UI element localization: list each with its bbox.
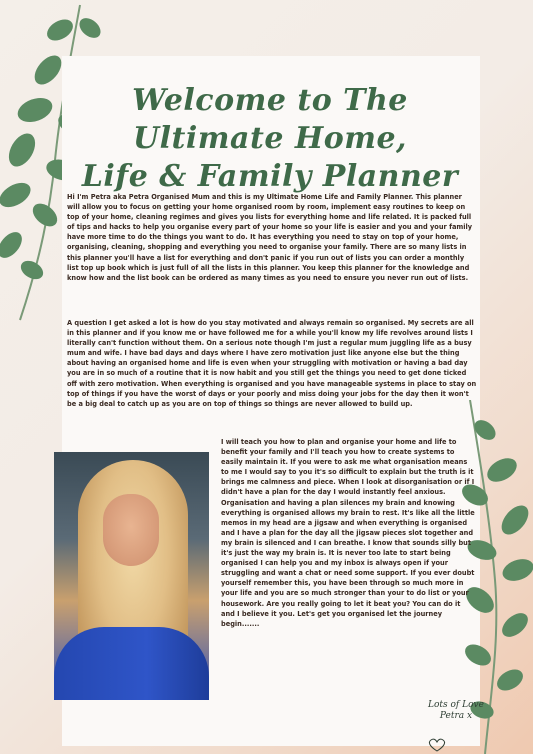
motivation-paragraph: A question I get asked a lot is how do you stay motivated and always remain so organised. My secrets are all in this planner and if you know me or have followed me for a while you'll know my life revolves around lists I literally can't function without them. On a serious note though I'm just a regular mum juggling life as a busy mum and wife. I have bad days and days where I have zero motivation just like anyone else but the thing about having an organised home and life is even when your struggling with motivation or having a bad day you are in so much of a routine that it is now habit and you still get the things you need to get done ticked off with zero motivation. When everything is organised and you have manageable systems in place to stay on top of things if you have the worst of days or your poorly and miss doing your jobs for the day then it won't be a big deal to catch up as you are on top of things so things are never allowed to build up.: [67, 319, 477, 408]
title-line-2: Life & Family Planner: [81, 159, 459, 194]
signoff: [428, 700, 484, 722]
signoff-line-1: Lots of Love: [428, 700, 484, 710]
author-photo: [54, 452, 209, 700]
heart-icon: [427, 738, 447, 752]
organisation-paragraph: I will teach you how to plan and organise your home and life to benefit your family and I'll teach you how to create systems to easily maintain it. If you were to ask me what organisation means to me I would say to you it's so difficult to explain but the truth is it brings me calmness and piece. When I look at disorganisation or if I didn't have a plan for the day I would instantly feel anxious. Organisation and having a plan silences my brain and knowing everything is organised allows my brain to rest. It's like all the little memos in my head are a jigsaw and when everything is organised and I have a plan for the day all the jigsaw pieces slot together and my brain is silenced and I can breathe. I know that sounds silly but it's just the way my brain is. It is never too late to start being organised I can help you and my inbox is always open if your struggling and want a chat or need some support. If you ever doubt yourself remember this, you have been through so much more in your life and you are so much stronger than your to do list or your housework. Are you really going to let it beat you? You can do it and I believe it you. Let's get you organised let the journey begin.......: [221, 438, 475, 628]
photo-jacket: [54, 627, 209, 700]
signoff-line-2: Petra x: [439, 711, 473, 721]
page-title: [70, 82, 470, 196]
title-line-1: Welcome to The Ultimate Home,: [132, 83, 408, 156]
intro-paragraph: Hi I'm Petra aka Petra Organised Mum and this is my Ultimate Home Life and Family Planner. This planner will allow you to focus on getting your home organised room by room, implement easy routines to keep on top of your home, cleaning regimes and gives you lists for everything home and life related. It is packed full of tips and hacks to help you organise every part of your home so your life is easier and you and your family have more time to do the things you want to do. It has everything you need to stay on top of your home, organising, cleaning, shopping and everything you need to organise your family. There are so many lists in this planner you'll have a list for everything and don't panic if you run out of lists you can order a monthly list top up book which is just full of all the lists in this planner. You keep this planner for the knowledge and know how and the list book can be ordered as many times as you need to ensure you never run out of lists.: [67, 193, 473, 282]
photo-face: [103, 494, 159, 566]
